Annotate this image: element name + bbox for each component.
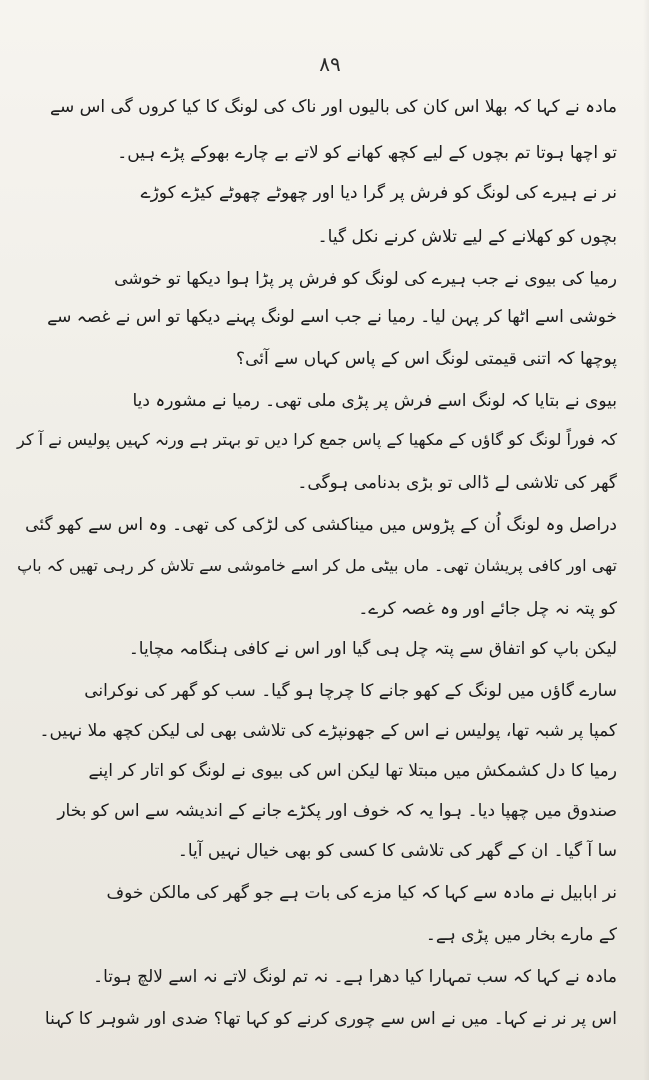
page-number: ٨٩ [319,52,341,76]
text-line: تو اچھا ہوتا تم بچوں کے لیے کچھ کھانے کو لاتے بے چارے بھوکے پڑے ہیں۔ [117,143,617,163]
text-line: رمیا کا دل کشمکش میں مبتلا تھا لیکن اس کی بیوی نے لونگ کو اتار کر اپنے [88,761,617,781]
text-line: کو پتہ نہ چل جائے اور وہ غصہ کرے۔ [358,599,617,619]
text-line: دراصل وہ لونگ اُن کے پڑوس میں میناکشی کی لڑکی کی تھی۔ وہ اس سے کھو گئی [25,515,617,535]
text-line: مادہ نے کہا کہ بھلا اس کان کی بالیوں اور ناک کی لونگ کا کیا کروں گی اس سے [50,97,617,117]
text-line: لیکن باپ کو اتفاق سے پتہ چل ہی گیا اور اس نے کافی ہنگامہ مچایا۔ [128,639,617,659]
text-line: رمیا کی بیوی نے جب ہیرے کی لونگ کو فرش پر پڑا ہوا دیکھا تو خوشی [114,269,617,289]
text-line: تھی اور کافی پریشان تھی۔ ماں بیٹی مل کر اسے خاموشی سے تلاش کر رہی تھیں کہ باپ [17,556,617,575]
text-line: نر ابابیل نے مادہ سے کہا کہ کیا مزے کی بات ہے جو گھر کی مالکن خوف [106,883,617,903]
text-line: کہ فوراً لونگ کو گاؤں کے مکھیا کے پاس جمع کرا دیں تو بہتر ہے ورنہ کہیں پولیس نے آ کر [16,430,617,449]
text-line: بیوی نے بتایا کہ لونگ اسے فرش پر پڑی ملی تھی۔ رمیا نے مشورہ دیا [132,391,617,411]
text-line: مادہ نے کہا کہ سب تمہارا کیا دھرا ہے۔ نہ تم لونگ لاتے نہ اسے لالچ ہوتا۔ [93,967,617,987]
text-line: نر نے ہیرے کی لونگ کو فرش پر گرا دیا اور چھوٹے چھوٹے کیڑے کوڑے [140,183,617,203]
text-line: اس پر نر نے کہا۔ میں نے اس سے چوری کرنے کو کہا تھا؟ ضدی اور شوہر کا کہنا [44,1009,617,1029]
text-line: سارے گاؤں میں لونگ کے کھو جانے کا چرچا ہو گیا۔ سب کو گھر کی نوکرانی [84,681,617,701]
text-line: پوچھا کہ اتنی قیمتی لونگ اس کے پاس کہاں سے آئی؟ [236,349,617,369]
text-line: کے مارے بخار میں پڑی ہے۔ [425,925,617,945]
text-line: صندوق میں چھپا دیا۔ ہوا یہ کہ خوف اور پکڑے جانے کے اندیشہ سے اس کو بخار [57,801,617,821]
text-line: خوشی اسے اٹھا کر پہن لیا۔ رمیا نے جب اسے لونگ پہنے دیکھا تو اس نے غصہ سے [47,307,617,327]
text-line: بچوں کو کھلانے کے لیے تلاش کرنے نکل گیا۔ [317,227,617,247]
text-line: گھر کی تلاشی لے ڈالی تو بڑی بدنامی ہوگی۔ [297,473,617,493]
text-line: کمپا پر شبہ تھا، پولیس نے اس کے جھونپڑے کی تلاشی بھی لی لیکن کچھ ملا نہیں۔ [39,721,617,741]
text-line: سا آ گیا۔ ان کے گھر کی تلاشی کا کسی کو بھی خیال نہیں آیا۔ [177,841,617,861]
page-edge-shadow [643,0,649,1080]
